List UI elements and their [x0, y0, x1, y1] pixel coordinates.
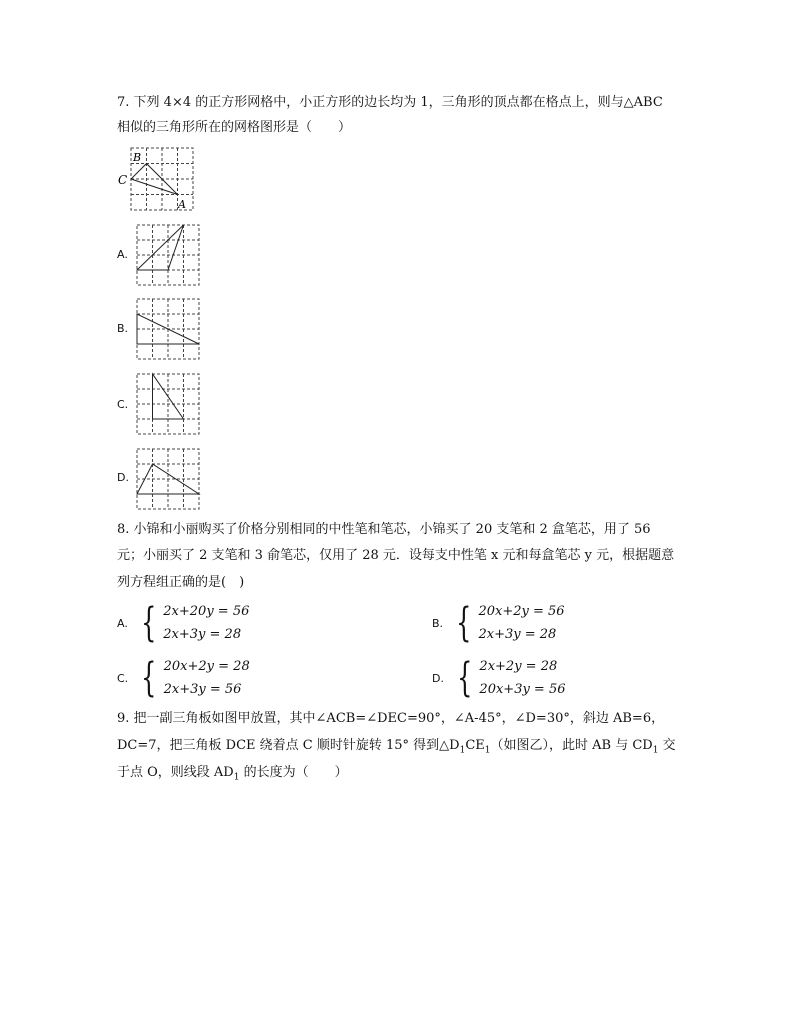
- q9-line3-sub: 1: [233, 772, 240, 783]
- q7-option-d-grid[interactable]: [135, 447, 201, 511]
- q7-text-line2: 相似的三角形所在的网格图形是（ ）: [117, 120, 352, 135]
- q8-option-b-eq1: 20x+2y = 56: [478, 604, 565, 619]
- triangle-option-a: [137, 225, 184, 270]
- q8-option-c-eq1: 20x+2y = 28: [163, 659, 250, 674]
- abc-reference-grid: [117, 146, 197, 212]
- left-brace-icon: {: [457, 655, 473, 701]
- q7-option-c-label[interactable]: C.: [117, 398, 129, 411]
- q8-option-a-eq1: 2x+20y = 56: [163, 604, 250, 619]
- q9-line2-part2: CE: [465, 738, 485, 753]
- q9-text-line2: [117, 737, 676, 760]
- left-brace-icon: {: [140, 600, 157, 646]
- q7-option-c-grid[interactable]: [135, 372, 201, 436]
- q9-line3-part2: 的长度为（ ）: [239, 765, 348, 780]
- q8-option-d-letter: D.: [432, 671, 444, 685]
- label-c: C: [118, 173, 128, 187]
- q9-line2-sub2: 1: [484, 745, 491, 756]
- q9-text-line3: [117, 764, 348, 787]
- q8-option-a-letter: A.: [117, 616, 128, 630]
- q8-option-d-eq1: 2x+2y = 28: [479, 659, 558, 674]
- q9-line2-part4: 交: [658, 738, 676, 753]
- q8-option-c[interactable]: [117, 655, 250, 701]
- q8-option-d-eq2: 20x+3y = 56: [479, 682, 566, 697]
- q8-option-b[interactable]: [432, 600, 565, 646]
- q8-text-line3: 列方程组正确的是( ): [117, 575, 245, 590]
- label-a: A: [178, 198, 186, 211]
- q7-option-b-label[interactable]: B.: [117, 322, 129, 335]
- q8-option-c-eq2: 2x+3y = 56: [163, 682, 242, 697]
- left-brace-icon: {: [456, 600, 472, 646]
- q8-option-a[interactable]: [117, 600, 249, 646]
- q7-text-line1: 7. 下列 4×4 的正方形网格中，小正方形的边长均为 1，三角形的顶点都在格点上，则与△ABC: [117, 95, 663, 110]
- label-b: B: [133, 151, 142, 164]
- q7-option-b-grid[interactable]: [135, 297, 201, 361]
- q9-line3-part1: 于点 O，则线段 AD: [117, 765, 234, 780]
- q8-option-b-eq2: 2x+3y = 28: [478, 627, 557, 642]
- q9-line2-part1: DC=7，把三角板 DCE 绕着点 C 顺时针旋转 15° 得到△D: [117, 738, 460, 753]
- q8-text-line2: 元；小丽买了 2 支笔和 3 俞笔芯，仅用了 28 元．设每支中性笔 x 元和每盒笔芯 y 元，根据题意: [117, 548, 675, 563]
- q9-line2-sub1: 1: [459, 745, 466, 756]
- q7-option-a-grid[interactable]: [135, 223, 201, 287]
- q8-option-b-letter: B.: [432, 616, 444, 630]
- q8-text-line1: 8. 小锦和小丽购买了价格分别相同的中性笔和笔芯，小锦买了 20 支笔和 2 盒笔芯，用了 56: [117, 522, 651, 537]
- q7-option-a-label[interactable]: A.: [117, 248, 128, 261]
- q8-option-c-letter: C.: [117, 671, 129, 685]
- q9-text-line1: 9. 把一副三角板如图甲放置，其中∠ACB=∠DEC=90°，∠A-45°，∠D=30°，斜边 AB=6，: [117, 711, 665, 726]
- q7-option-d-label[interactable]: D.: [117, 471, 129, 484]
- q9-line2-sub3: 1: [652, 745, 659, 756]
- q8-option-d[interactable]: [432, 655, 566, 701]
- left-brace-icon: {: [141, 655, 157, 701]
- q8-option-a-eq2: 2x+3y = 28: [163, 627, 242, 642]
- q9-line2-part3: （如图乙），此时 AB 与 CD: [490, 738, 653, 753]
